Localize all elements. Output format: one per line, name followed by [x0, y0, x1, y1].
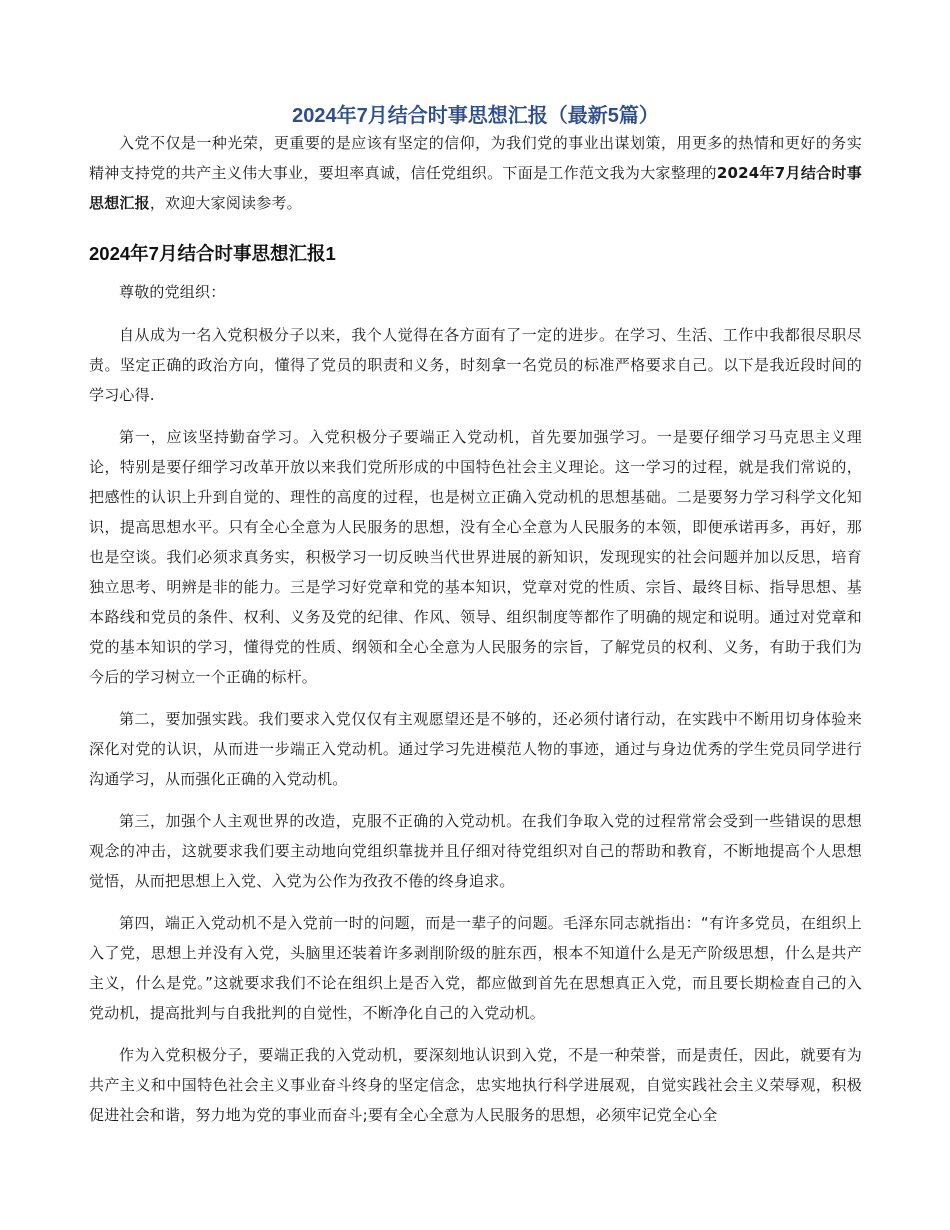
salutation: 尊敬的党组织：	[119, 283, 226, 301]
body-paragraph-4: 第三，加强个人主观世界的改造，克服不正确的入党动机。在我们争取入党的过程常常会受到一些错误的思想观念的冲击，这就要求我们要主动地向党组织靠拢并且仔细对待党组织对自己的帮助和教育，不断地提高个人思想觉悟，从而把思想上入党、入党为公作为孜孜不倦的终身追求。	[89, 812, 862, 890]
body-paragraph-3: 第二，要加强实践。我们要求入党仅仅有主观愿望还是不够的，还必须付诸行动，在实践中不断用切身体验来深化对党的认识，从而进一步端正入党动机。通过学习先进模范人物的事迹，通过与身边优秀的学生党员同学进行沟通学习，从而强化正确的入党动机。	[89, 710, 862, 788]
intro-text-start: 入党不仅是一种光荣，更重要的是应该有坚定的信仰，为我们党的事业出谋划策，用更多的热情和更好的务实精神支持党的共产主义伟大事业，要坦率真诚，信任党组织。下面是工作范文我为大家整理的	[89, 134, 862, 182]
body-paragraph-6: 作为入党积极分子，要端正我的入党动机，要深刻地认识到入党，不是一种荣誉，而是责任，因此，就要有为共产主义和中国特色社会主义事业奋斗终身的坚定信念，忠实地执行科学进展观，自觉实践社会主义荣辱观，积极促进社会和谐，努力地为党的事业而奋斗;要有全心全意为人民服务的思想，必须牢记党全心全	[89, 1046, 862, 1124]
intro-bold-title: 2024年7月结合时事思想汇报	[89, 164, 862, 212]
body-paragraph-5: 第四，端正入党动机不是入党前一时的问题，而是一辈子的问题。毛泽东同志就指出：“有许多党员，在组织上入了党，思想上并没有入党，头脑里还装着许多剥削阶级的脏东西，根本不知道什么是无产阶级思想，什么是共产主义，什么是党。”这就要求我们不论在组织上是否入党，都应做到首先在思想真正入党，而且要长期检查自己的入党动机，提高批判与自我批判的自觉性，不断净化自己的入党动机。	[89, 914, 862, 1022]
document-title: 2024年7月结合时事思想汇报（最新5篇）	[292, 105, 659, 127]
body-paragraph-2: 第一，应该坚持勤奋学习。入党积极分子要端正入党动机，首先要加强学习。一是要仔细学习马克思主义理论，特别是要仔细学习改革开放以来我们党所形成的中国特色社会主义理论。这一学习的过程，就是我们常说的，把感性的认识上升到自觉的、理性的高度的过程，也是树立正确入党动机的思想基础。二是要努力学习科学文化知识，提高思想水平。只有全心全意为人民服务的思想，没有全心全意为人民服务的本领，即便承诺再多，再好，那也是空谈。我们必须求真务实，积极学习一切反映当代世界进展的新知识，发现现实的社会问题并加以反思，培育独立思考、明辨是非的能力。三是学习好党章和党的基本知识，党章对党的性质、宗旨、最终目标、指导思想、基本路线和党员的条件、权利、义务及党的纪律、作风、领导、组织制度等都作了明确的规定和说明。通过对党章和党的基本知识的学习，懂得党的性质、纲领和全心全意为人民服务的宗旨，了解党员的权利、义务，有助于我们为今后的学习树立一个正确的标杆。	[89, 428, 862, 686]
section-heading: 2024年7月结合时事思想汇报1	[89, 243, 336, 264]
intro-paragraph	[89, 128, 862, 218]
body-paragraph-1: 自从成为一名入党积极分子以来，我个人觉得在各方面有了一定的进步。在学习、生活、工作中我都很尽职尽责。坚定正确的政治方向，懂得了党员的职责和义务，时刻拿一名党员的标准严格要求自己。以下是我近段时间的学习心得.	[89, 326, 862, 404]
intro-text-end: ，欢迎大家阅读参考。	[149, 194, 302, 212]
